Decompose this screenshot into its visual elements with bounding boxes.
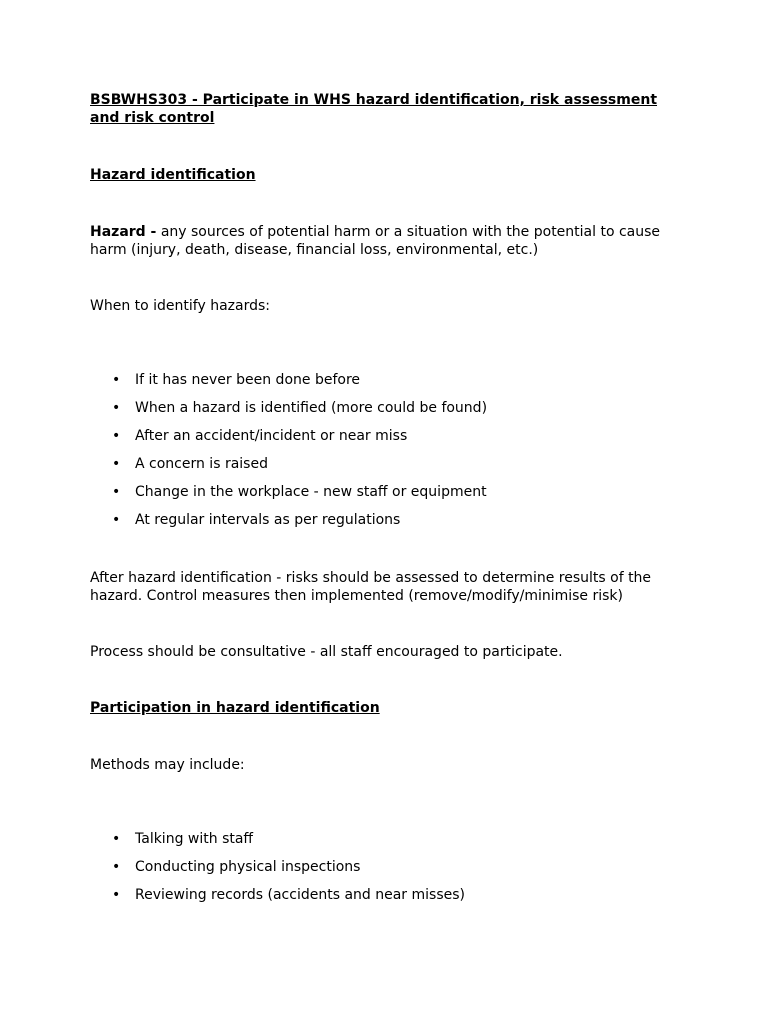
hazard-definition	[90, 223, 670, 259]
list-item-text: Change in the workplace - new staff or equipment	[135, 484, 487, 500]
document-title: BSBWHS303 - Participate in WHS hazard identification, risk assessment and risk control	[90, 92, 658, 126]
bullet-icon: •	[112, 484, 121, 500]
consultative-process-paragraph: Process should be consultative - all staff encouraged to participate.	[90, 644, 563, 660]
methods-intro: Methods may include:	[90, 757, 245, 773]
bullet-icon: •	[112, 456, 121, 472]
list-item-text: Conducting physical inspections	[135, 859, 361, 875]
list-item	[90, 483, 670, 511]
hazard-term: Hazard -	[90, 224, 157, 240]
bullet-icon: •	[112, 859, 121, 875]
list-item-text: If it has never been done before	[135, 372, 361, 388]
list-item	[90, 830, 670, 858]
list-item-text: A concern is raised	[135, 456, 268, 472]
list-item	[90, 427, 670, 455]
bullet-icon: •	[112, 400, 121, 416]
list-item	[90, 886, 670, 914]
heading-hazard-identification: Hazard identification	[90, 167, 256, 183]
list-item-text: After an accident/incident or near miss	[135, 428, 408, 444]
bullet-icon: •	[112, 831, 121, 847]
list-item	[90, 455, 670, 483]
bullet-icon: •	[112, 512, 121, 528]
hazard-definition-text: any sources of potential harm or a situation with the potential to cause harm (injury, death, disease, financial loss, environmental, etc.)	[90, 224, 661, 258]
list-item	[90, 511, 670, 539]
bullet-icon: •	[112, 428, 121, 444]
when-to-identify-list	[90, 371, 670, 539]
after-identification-paragraph: After hazard identification - risks should be assessed to determine results of the hazard. Control measures then implemented (remove/modify/minimise risk)	[90, 570, 652, 604]
list-item	[90, 858, 670, 886]
list-item-text: Talking with staff	[135, 831, 254, 847]
bullet-icon: •	[112, 372, 121, 388]
heading-participation: Participation in hazard identification	[90, 700, 380, 716]
bullet-icon: •	[112, 887, 121, 903]
list-item-text: When a hazard is identified (more could be found)	[135, 400, 488, 416]
list-item	[90, 371, 670, 399]
list-item-text: At regular intervals as per regulations	[135, 512, 401, 528]
list-item-text: Reviewing records (accidents and near misses)	[135, 887, 465, 903]
when-to-identify-intro: When to identify hazards:	[90, 298, 271, 314]
list-item	[90, 399, 670, 427]
methods-list	[90, 830, 670, 914]
